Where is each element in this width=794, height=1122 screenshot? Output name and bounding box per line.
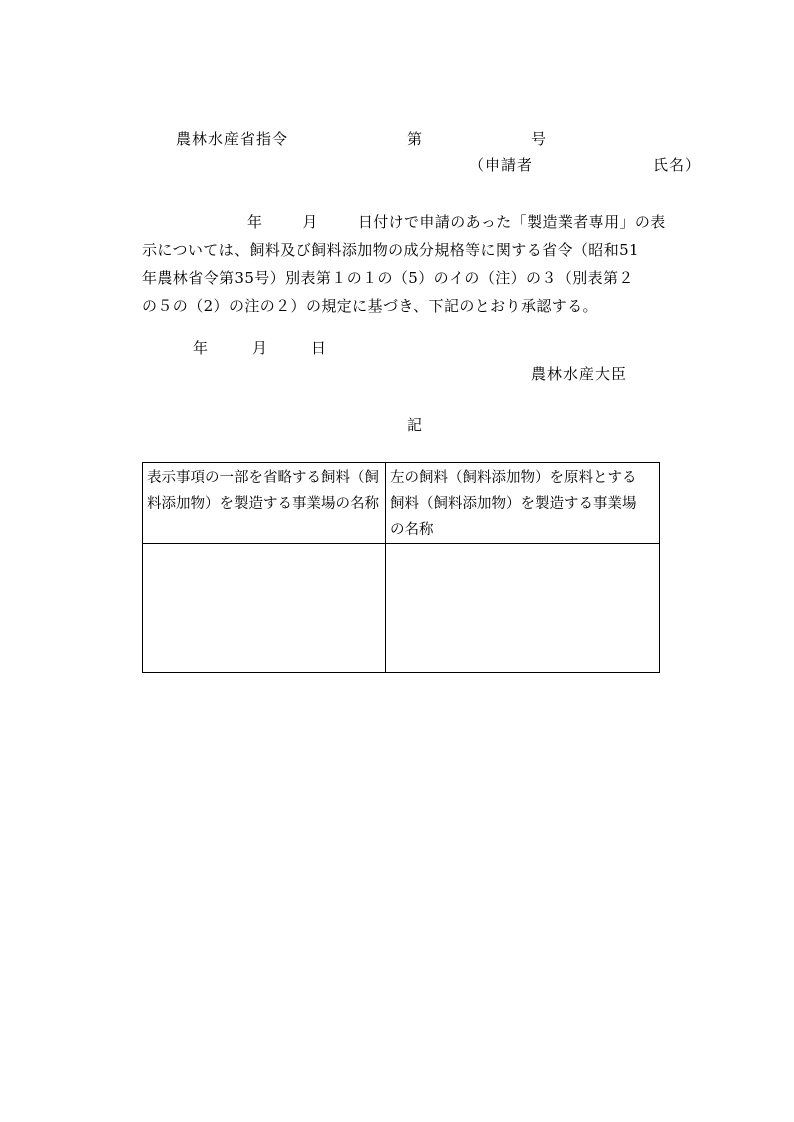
table-header-cell-omitting-facility	[143, 463, 386, 544]
applicant-label: （申請者	[469, 156, 534, 174]
table-header-cell-raw-material-facility	[386, 463, 660, 544]
signature-day: 日	[311, 339, 327, 357]
ministry-order-label: 農林水産省指令	[176, 130, 289, 148]
order-number-suffix: 号	[531, 130, 547, 148]
header-2-line-2: 飼料（飼料添加物）を製造する事業場	[390, 496, 637, 512]
header-1-line-2: 料添加物）を製造する事業場の名称	[147, 496, 379, 512]
body-line-1	[142, 208, 682, 236]
applicant-name-label: 氏名）	[653, 156, 702, 174]
header-2-line-1: 左の飼料（飼料添加物）を原料とする	[390, 470, 637, 486]
table-row	[143, 544, 660, 673]
body-line-1-text: 日付けで申請のあった「製造業者専用」の表	[357, 213, 666, 231]
table-header-row	[143, 463, 660, 544]
signature-date	[193, 341, 326, 356]
signature-month: 月	[252, 339, 268, 357]
body-line-3: 年農林省令第35号）別表第１の１の（5）のイの（注）の３（別表第２	[142, 269, 634, 287]
body-line-2: 示については、飼料及び飼料添加物の成分規格等に関する省令（昭和51	[142, 241, 639, 259]
order-number-prefix: 第	[407, 130, 423, 148]
table-cell-raw-material-facility-name	[386, 544, 660, 673]
signature-year: 年	[193, 339, 209, 357]
table-cell-omitting-facility-name	[143, 544, 386, 673]
header-1-line-1: 表示事項の一部を省略する飼料（飼	[147, 470, 379, 486]
notes-heading: 記	[407, 416, 423, 434]
body-line-4: の５の（2）の注の２）の規定に基づき、下記のとおり承認する。	[142, 297, 598, 315]
approval-body	[142, 208, 682, 320]
minister-title: 農林水産大臣	[531, 365, 628, 383]
header-2-line-3: の名称	[390, 522, 434, 538]
body-year: 年	[247, 213, 263, 231]
facility-table	[142, 462, 660, 673]
body-month: 月	[302, 213, 318, 231]
